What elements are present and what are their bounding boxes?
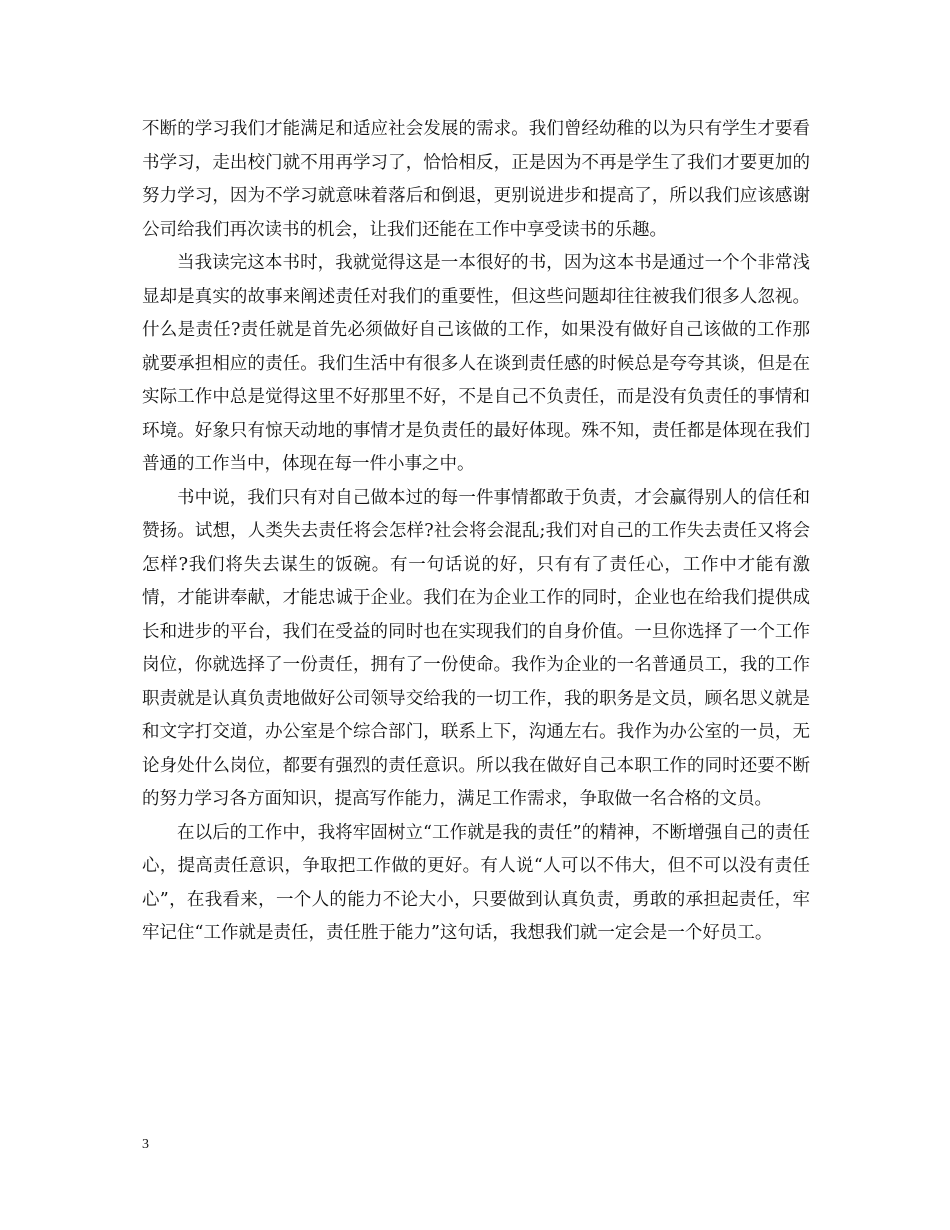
paragraph-2: 当我读完这本书时，我就觉得这是一本很好的书，因为这本书是通过一个个非常浅显却是真实的故事来阐述责任对我们的重要性，但这些问题却往往被我们很多人忽视。什么是责任?责任就是首先必须做好自己该做的工作，如果没有做好自己该做的工作那就要承担相应的责任。我们生活中有很多人在谈到责任感的时候总是夸夸其谈，但是在实际工作中总是觉得这里不好那里不好，不是自己不负责任，而是没有负责任的事情和环境。好象只有惊天动地的事情才是负责任的最好体现。殊不知，责任都是体现在我们普通的工作当中，体现在每一件小事之中。 (142, 253, 810, 474)
paragraph-1: 不断的学习我们才能满足和适应社会发展的需求。我们曾经幼稚的以为只有学生才要看书学习，走出校门就不用再学习了，恰恰相反，正是因为不再是学生了我们才要更加的努力学习，因为不学习就意味着落后和倒退，更别说进步和提高了，所以我们应该感谢公司给我们再次读书的机会，让我们还能在工作中享受读书的乐趣。 (142, 119, 810, 240)
body-text (142, 113, 810, 951)
paragraph-4: 在以后的工作中，我将牢固树立“工作就是我的责任”的精神，不断增强自己的责任心，提高责任意识，争取把工作做的更好。有人说“人可以不伟大，但不可以没有责任心”，在我看来，一个人的能力不论大小，只要做到认真负责，勇敢的承担起责任，牢牢记住“工作就是责任，责任胜于能力”这句话，我想我们就一定会是一个好员工。 (142, 822, 810, 943)
paragraph-3: 书中说，我们只有对自己做本过的每一件事情都敢于负责，才会赢得别人的信任和赞扬。试想，人类失去责任将会怎样?社会将会混乱;我们对自己的工作失去责任又将会怎样?我们将失去谋生的饭碗。有一句话说的好，只有有了责任心，工作中才能有激情，才能讲奉献，才能忠诚于企业。我们在为企业工作的同时，企业也在给我们提供成长和进步的平台，我们在受益的同时也在实现我们的自身价值。一旦你选择了一个工作岗位，你就选择了一份责任，拥有了一份使命。我作为企业的一名普通员工，我的工作职责就是认真负责地做好公司领导交给我的一切工作，我的职务是文员，顾名思义就是和文字打交道，办公室是个综合部门，联系上下，沟通左右。我作为办公室的一员，无论身处什么岗位，都要有强烈的责任意识。所以我在做好自己本职工作的同时还要不断的努力学习各方面知识，提高写作能力，满足工作需求，争取做一名合格的文员。 (142, 487, 810, 809)
page-number: 3 (142, 1137, 149, 1152)
